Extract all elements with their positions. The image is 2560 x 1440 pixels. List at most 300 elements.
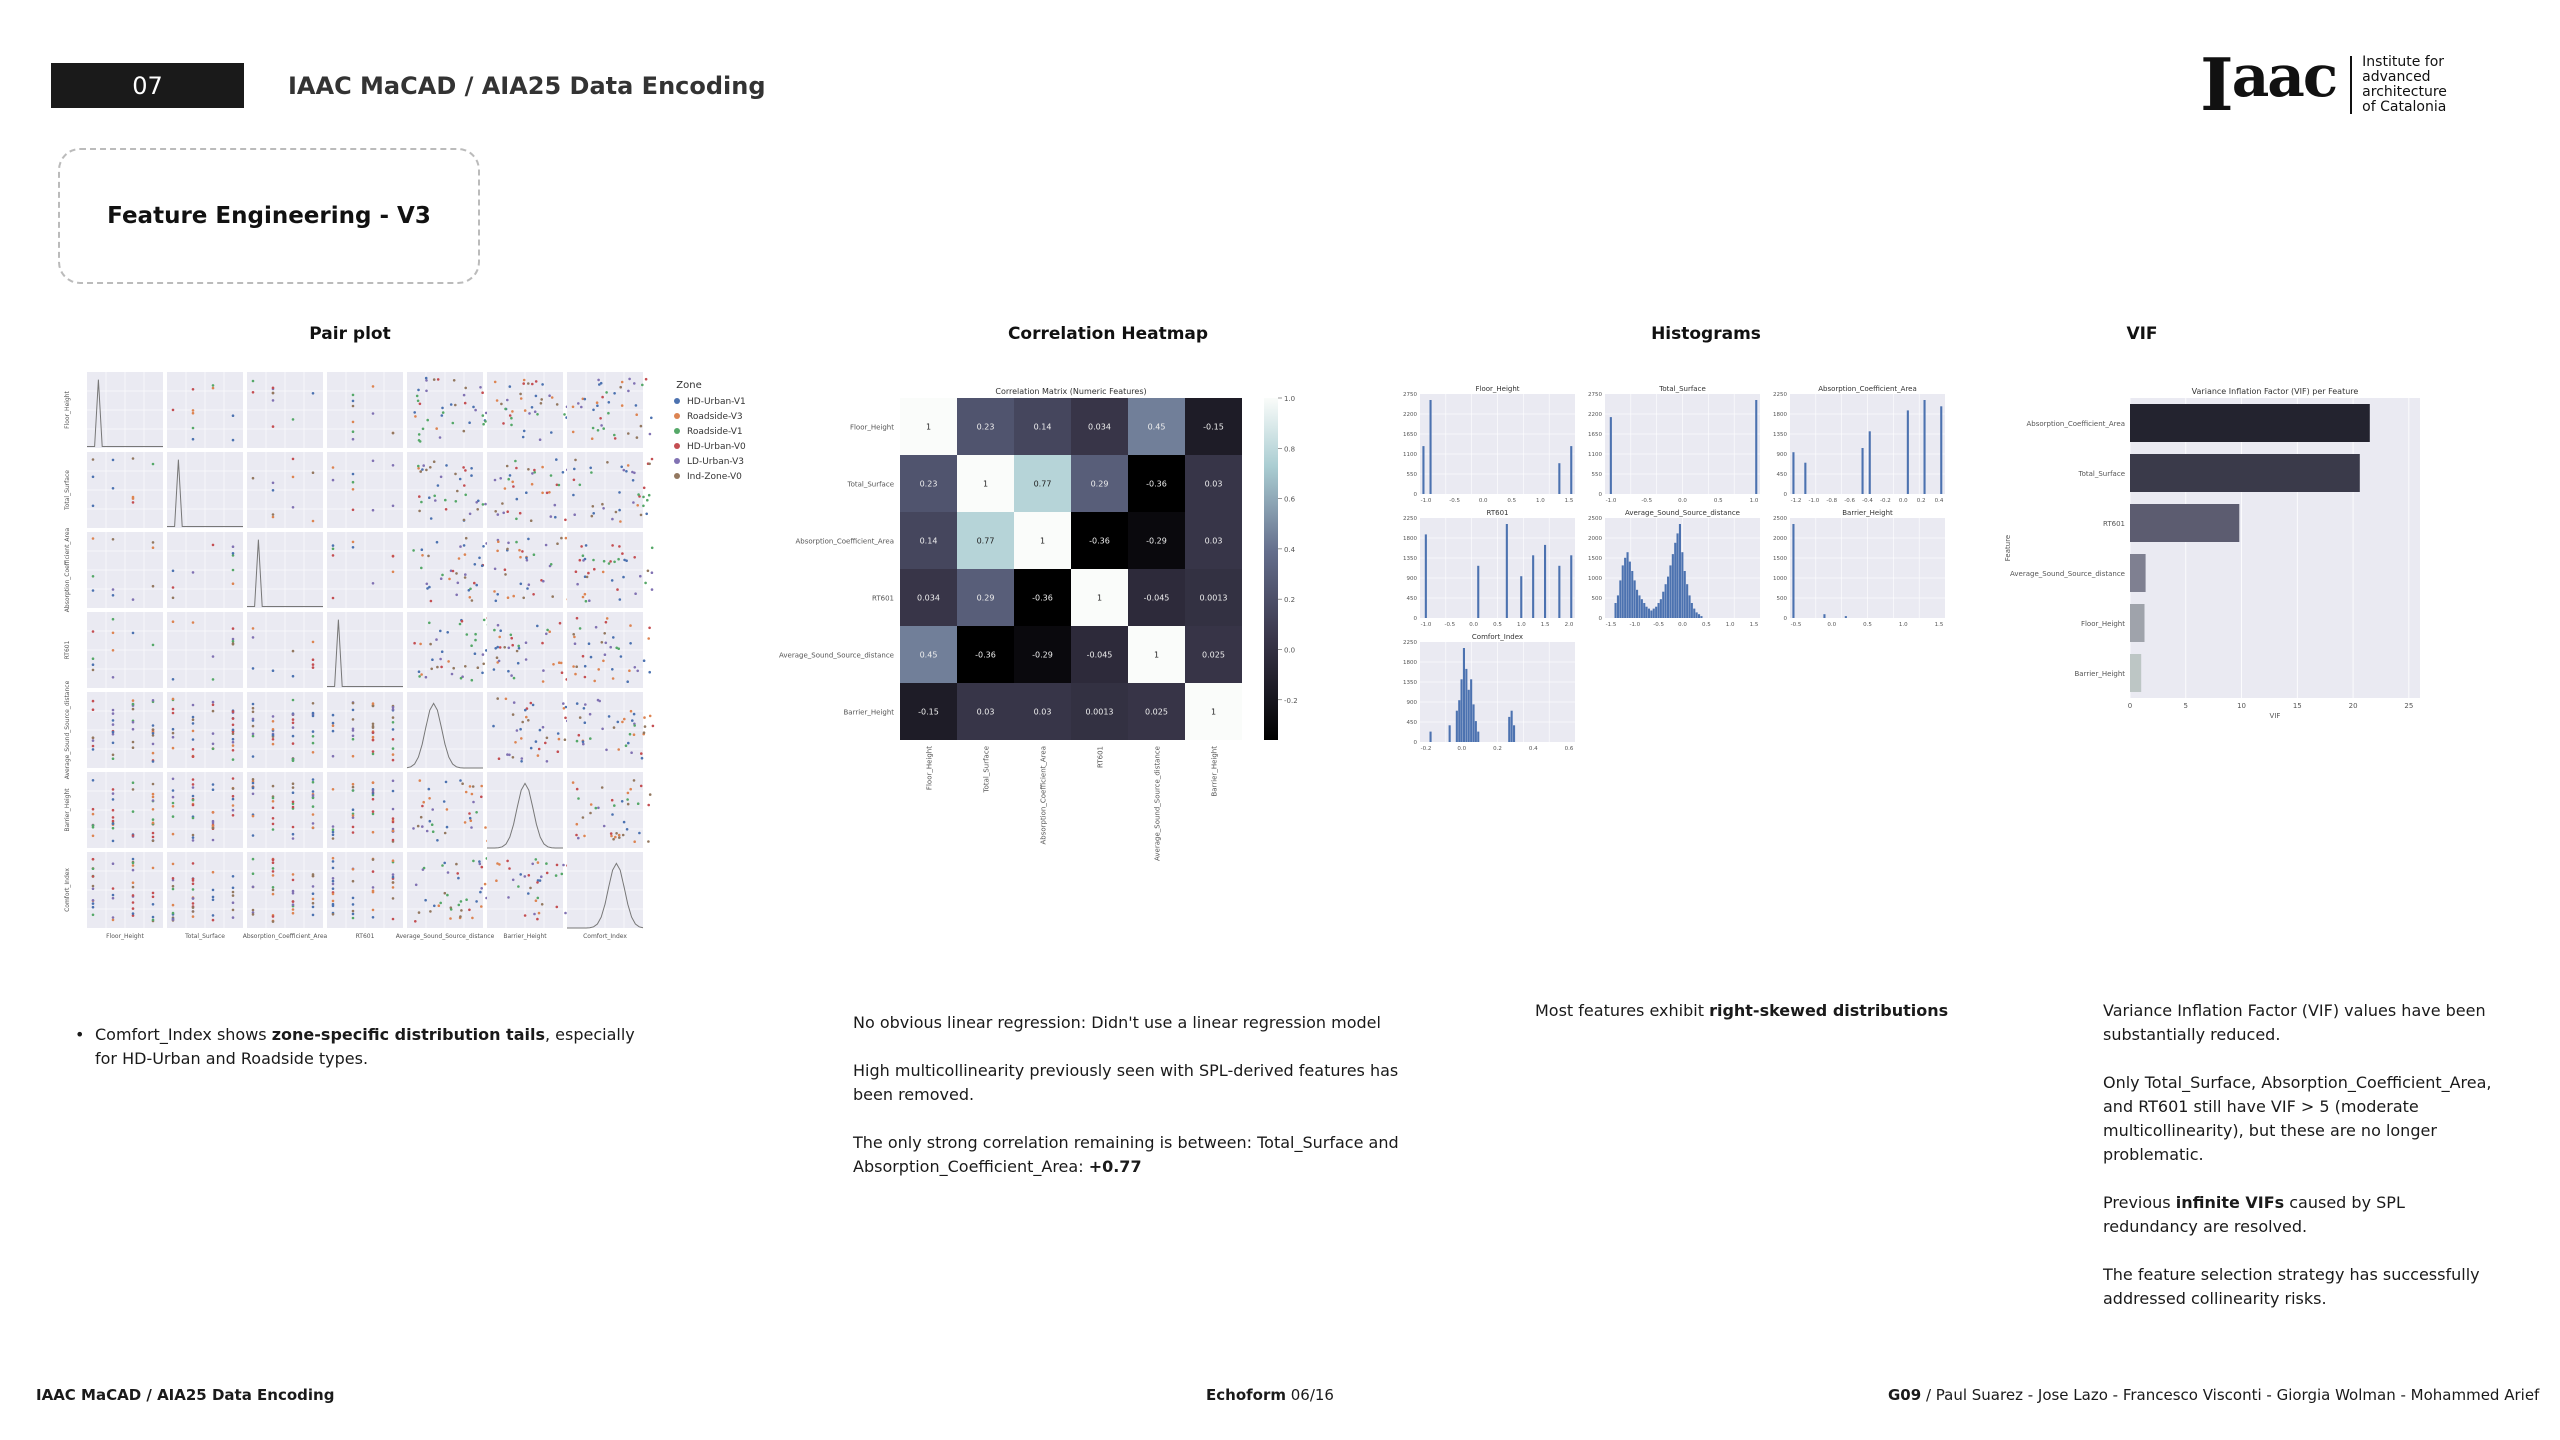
pairplot-point	[502, 512, 505, 515]
pairplot-point	[312, 392, 315, 395]
pairplot-point	[645, 378, 648, 381]
pairplot-point	[463, 430, 466, 433]
pairplot-cell	[487, 372, 573, 448]
histogram-xtick: 2.0	[1564, 622, 1574, 628]
histogram-bar	[1660, 599, 1662, 618]
pairplot-point	[464, 576, 467, 579]
pairplot-point	[172, 805, 175, 808]
pairplot-point	[252, 380, 255, 383]
pairplot-point	[472, 406, 475, 409]
histogram-ytick: 0	[1783, 492, 1787, 498]
pairplot-point	[112, 887, 115, 890]
pairplot-point	[573, 513, 576, 516]
pairplot-point	[440, 476, 443, 479]
heatmap-cell-label: 0.14	[919, 536, 938, 546]
histogram-xtick: 0.5	[1507, 498, 1517, 504]
vif-xtick: 15	[2292, 702, 2302, 710]
pairplot-point	[515, 518, 518, 521]
histogram-bar	[1610, 417, 1612, 494]
pairplot-point	[424, 899, 427, 902]
pairplot-point	[112, 719, 115, 722]
pairplot-point	[601, 396, 604, 399]
pairplot-point	[524, 875, 527, 878]
pairplot-point	[481, 564, 484, 567]
histogram-bar	[1430, 400, 1432, 494]
histogram-bar	[1674, 543, 1676, 618]
pairplot-point	[352, 541, 355, 544]
histogram-ytick: 900	[1406, 700, 1417, 706]
pairplot-point	[542, 680, 545, 683]
pairplot-point	[632, 501, 635, 504]
heatmap-cell-label: 0.03	[1033, 707, 1052, 717]
pairplot-point	[172, 796, 175, 799]
pairplot-point	[425, 676, 428, 679]
pairplot-point	[92, 657, 95, 660]
vif-bar	[2130, 454, 2360, 492]
histogram-title: Floor_Height	[1475, 385, 1520, 393]
pairplot-point	[152, 585, 155, 588]
pairplot-point	[172, 747, 175, 750]
pairplot-point	[621, 800, 624, 803]
vif-title: VIF	[2126, 324, 2158, 344]
pairplot-point	[546, 737, 549, 740]
pairplot-point	[392, 839, 395, 842]
pairplot-cell	[327, 692, 403, 768]
pairplot-point	[514, 741, 517, 744]
pairplot-point	[252, 886, 255, 889]
pairplot-point	[493, 668, 496, 671]
heatmap-cell-label: -0.045	[1143, 593, 1170, 603]
pairplot-legend-marker	[674, 398, 680, 404]
pairplot-point	[525, 491, 528, 494]
pairplot-point	[112, 731, 115, 734]
pairplot-point	[292, 791, 295, 794]
pairplot-point	[252, 787, 255, 790]
pairplot-point	[573, 468, 576, 471]
pairplot-point	[576, 740, 579, 743]
pairplot-point	[536, 881, 539, 884]
pairplot-point	[601, 641, 604, 644]
pairplot-point	[252, 718, 255, 721]
pairplot-cell	[167, 772, 243, 848]
histogram-bar	[1477, 566, 1479, 618]
pairplot-point	[172, 678, 175, 681]
heatmap-xlabel: Absorption_Coefficient_Area	[1039, 746, 1048, 845]
pairplot-point	[505, 698, 508, 701]
pairplot-point	[392, 747, 395, 750]
heatmap-chart	[770, 380, 1330, 880]
pairplot-point	[482, 653, 485, 656]
pairplot-point	[627, 464, 630, 467]
pairplot-point	[555, 458, 558, 461]
pairplot-point	[532, 704, 535, 707]
histogram-xtick: -0.5	[1641, 498, 1653, 504]
pairplot-point	[651, 547, 654, 550]
pairplot-point	[474, 633, 477, 636]
pairplot-point	[372, 870, 375, 873]
pairplot-point	[576, 583, 579, 586]
pairplot-point	[461, 782, 464, 785]
pairplot-point	[627, 390, 630, 393]
pairplot-point	[252, 815, 255, 818]
pairplot-point	[332, 724, 335, 727]
pairplot-point	[272, 807, 275, 810]
pairplot-point	[372, 705, 375, 708]
pairplot-point	[608, 715, 611, 718]
pairplot-point	[545, 544, 548, 547]
pairplot-point	[537, 754, 540, 757]
pairplot-point	[464, 387, 467, 390]
histogram-bar	[1662, 592, 1664, 618]
pairplot-point	[232, 741, 235, 744]
pairplot-point	[590, 656, 593, 659]
heatmap-cell-label: 0.23	[976, 422, 995, 432]
pairplot-point	[644, 725, 647, 728]
pairplot-point	[592, 427, 595, 430]
pairplot-legend-label: LD-Urban-V3	[687, 457, 745, 467]
pairplot-point	[483, 619, 486, 622]
histogram-xtick: 0.0	[1678, 622, 1687, 628]
pairplot-cell	[327, 452, 403, 528]
histogram-xtick: 0.5	[1713, 498, 1723, 504]
pairplot-point	[510, 417, 513, 420]
pairplot-point	[642, 505, 645, 508]
pairplot-point	[392, 716, 395, 719]
pairplot-point	[132, 501, 135, 504]
pairplot-point	[112, 840, 115, 843]
heatmap-cell-label: -0.29	[1146, 536, 1167, 546]
pairplot-point	[212, 871, 215, 874]
pairplot-point	[132, 699, 135, 702]
pairplot-point	[558, 484, 561, 487]
pairplot-point	[494, 510, 497, 513]
pairplot-point	[530, 747, 533, 750]
pairplot-point	[172, 778, 175, 781]
pairplot-point	[599, 417, 602, 420]
pairplot-point	[252, 782, 255, 785]
pairplot-point	[588, 642, 591, 645]
pairplot-point	[520, 737, 523, 740]
pairplot-point	[192, 738, 195, 741]
pairplot-chart	[55, 368, 775, 958]
pairplot-point	[455, 863, 458, 866]
histogram-title: Comfort_Index	[1471, 633, 1524, 641]
pairplot-point	[192, 836, 195, 839]
pairplot-point	[232, 643, 235, 646]
pairplot-point	[622, 576, 625, 579]
pairplot-point	[539, 879, 542, 882]
pairplot-point	[312, 826, 315, 829]
pairplot-cell	[487, 452, 570, 528]
pairplot-point	[425, 390, 428, 393]
pairplot-point	[459, 779, 462, 782]
pairplot-point	[112, 649, 115, 652]
heatmap-cell-label: -0.36	[1146, 479, 1167, 489]
pairplot-point	[460, 900, 463, 903]
pairplot-point	[515, 541, 518, 544]
pairplot-point	[629, 624, 632, 627]
pairplot-point	[602, 571, 605, 574]
histogram-bar	[1627, 552, 1629, 618]
histogram-bar	[1924, 400, 1926, 494]
pairplot-point	[589, 812, 592, 815]
heatmap-cell-label: 0.23	[919, 479, 938, 489]
pairplot-point	[626, 680, 629, 683]
pairplot-point	[584, 721, 587, 724]
pairplot-point	[482, 545, 485, 548]
header-title: IAAC MaCAD / AIA25 Data Encoding	[288, 72, 766, 100]
pairplot-point	[441, 407, 444, 410]
histogram-ytick: 0	[1413, 616, 1417, 622]
pairplot-point	[635, 404, 638, 407]
pairplot-point	[459, 915, 462, 918]
pairplot-point	[507, 670, 510, 673]
pairplot-point	[112, 676, 115, 679]
pairplot-point	[643, 659, 646, 662]
pairplot-point	[641, 757, 644, 760]
pairplot-point	[212, 743, 215, 746]
histogram-xtick: 1.0	[1725, 622, 1735, 628]
histogram-ytick: 2200	[1403, 412, 1417, 418]
pairplot-point	[551, 595, 554, 598]
vif-bar	[2130, 654, 2141, 692]
pairplot-cell	[567, 852, 643, 928]
pairplot-point	[92, 899, 95, 902]
pairplot-cell	[327, 852, 403, 928]
pairplot-point	[591, 437, 594, 440]
pairplot-point	[192, 412, 195, 415]
pairplot-point	[212, 387, 215, 390]
pairplot-point	[272, 915, 275, 918]
histogram-xtick: -1.0	[1808, 498, 1820, 504]
pairplot-point	[392, 790, 395, 793]
pairplot-point	[352, 831, 355, 834]
histograms-svg	[1390, 380, 1960, 760]
pairplot-point	[92, 745, 95, 748]
pairplot-point	[456, 490, 459, 493]
pairplot-point	[252, 733, 255, 736]
pairplot-point	[584, 593, 587, 596]
histogram-xtick: -1.2	[1790, 498, 1802, 504]
pairplot-point	[312, 790, 315, 793]
heatmap-note-2: High multicollinearity previously seen with SPL-derived features has been removed.	[853, 1061, 1399, 1104]
pairplot-point	[92, 885, 95, 888]
pairplot-point	[312, 914, 315, 917]
pairplot-point	[577, 797, 580, 800]
pairplot-point	[232, 901, 235, 904]
pairplot-point	[92, 736, 95, 739]
pairplot-point	[504, 568, 507, 571]
pairplot-point	[506, 399, 509, 402]
pairplot-point	[192, 897, 195, 900]
pairplot-cell	[247, 772, 323, 848]
histogram-bar	[1696, 612, 1698, 618]
pairplot-point	[332, 548, 335, 551]
histogram-bar	[1869, 431, 1871, 494]
histogram-ytick: 2250	[1773, 392, 1787, 398]
pairplot-point	[372, 725, 375, 728]
pairplot-point	[392, 817, 395, 820]
pairplot-point	[272, 743, 275, 746]
pairplot-point	[522, 382, 525, 385]
pairplot-point	[312, 471, 315, 474]
pairplot-point	[618, 545, 621, 548]
pairplot-point	[232, 891, 235, 894]
pairplot-point	[546, 872, 549, 875]
pairplot-point	[172, 732, 175, 735]
pairplot-point	[560, 662, 563, 665]
pairplot-point	[312, 520, 315, 523]
pairplot-point	[252, 793, 255, 796]
pairplot-notes	[75, 1023, 655, 1071]
pairplot-cell	[567, 692, 654, 768]
heatmap-cell-label: 0.034	[917, 593, 940, 603]
heatmap-colorbar-label: 0.4	[1284, 545, 1296, 554]
histogram-bar	[1792, 452, 1794, 494]
pairplot-point	[272, 785, 275, 788]
pairplot-point	[132, 632, 135, 635]
pairplot-point	[372, 739, 375, 742]
pairplot-point	[546, 629, 549, 632]
pairplot-point	[372, 412, 375, 415]
histogram-ytick: 1800	[1773, 412, 1787, 418]
pairplot-point	[434, 499, 437, 502]
pairplot-point	[272, 800, 275, 803]
pairplot-point	[352, 546, 355, 549]
histogram-bar	[1693, 609, 1695, 618]
pairplot-point	[192, 388, 195, 391]
pairplot-point	[622, 834, 625, 837]
pairplot-point	[172, 789, 175, 792]
pairplot-point	[192, 804, 195, 807]
pairplot-ylabel: Total_Surface	[64, 470, 71, 510]
pairplot-point	[508, 754, 511, 757]
pairplot-point	[372, 798, 375, 801]
pairplot-point	[611, 518, 614, 521]
pairplot-point	[575, 834, 578, 837]
pairplot-point	[563, 413, 566, 416]
pairplot-point	[647, 804, 650, 807]
pairplot-point	[112, 632, 115, 635]
pairplot-point	[645, 513, 648, 516]
pairplot-point	[212, 655, 215, 658]
pairplot-point	[635, 413, 638, 416]
pairplot-point	[621, 721, 624, 724]
pairplot-point	[480, 785, 483, 788]
pairplot-point	[628, 669, 631, 672]
pairplot-point	[192, 862, 195, 865]
pairplot-point	[512, 713, 515, 716]
pairplot-point	[437, 484, 440, 487]
pairplot-point	[582, 816, 585, 819]
pairplot-point	[589, 467, 592, 470]
heatmap-svg	[770, 380, 1330, 880]
pairplot-point	[232, 738, 235, 741]
histogram-bar	[1570, 555, 1572, 618]
pairplot-point	[192, 906, 195, 909]
pairplot-point	[132, 598, 135, 601]
pairplot-point	[531, 383, 534, 386]
pairplot-point	[473, 582, 476, 585]
pairplot-point	[252, 872, 255, 875]
pairplot-point	[132, 728, 135, 731]
histogram-bar	[1792, 524, 1794, 618]
pairplot-point	[613, 392, 616, 395]
pairplot-point	[618, 836, 621, 839]
pairplot-point	[292, 833, 295, 836]
pairplot-cell	[87, 772, 163, 848]
pairplot-point	[649, 433, 652, 436]
pairplot-point	[212, 701, 215, 704]
pairplot-point	[531, 483, 534, 486]
pairplot-point	[561, 873, 564, 876]
heatmap-colorbar-label: 0.8	[1284, 445, 1296, 454]
pairplot-point	[418, 439, 421, 442]
pairplot-point	[579, 559, 582, 562]
pairplot-point	[453, 379, 456, 382]
histogram-bar	[1658, 603, 1660, 618]
pairplot-point	[352, 394, 355, 397]
pairplot-point	[535, 740, 538, 743]
pairplot-point	[613, 561, 616, 564]
pairplot-legend-marker	[674, 428, 680, 434]
pairplot-point	[528, 874, 531, 877]
pairplot-point	[352, 709, 355, 712]
pairplot-point	[597, 668, 600, 671]
pairplot-point	[418, 670, 421, 673]
pairplot-note-bullet: • Comfort_Index shows zone-specific distribution tails, especially for HD-Urban and Roadside types.	[75, 1023, 655, 1071]
histogram-bar	[1473, 704, 1475, 742]
pairplot-point	[152, 822, 155, 825]
histogram-ytick: 1800	[1403, 536, 1417, 542]
pairplot-point	[525, 716, 528, 719]
pairplot-point	[484, 883, 487, 886]
pairplot-point	[152, 752, 155, 755]
pairplot-point	[292, 782, 295, 785]
logo-mark: Iaac	[2200, 42, 2337, 127]
pairplot-point	[152, 783, 155, 786]
pairplot-point	[172, 736, 175, 739]
pairplot-point	[292, 476, 295, 479]
histogram-xtick: -0.2	[1420, 746, 1432, 752]
pairplot-point	[609, 646, 612, 649]
pairplot-point	[352, 729, 355, 732]
pairplot-point	[465, 537, 468, 540]
pairplot-point	[524, 709, 527, 712]
histogram-bar	[1823, 614, 1825, 618]
pairplot-point	[352, 786, 355, 789]
pairplot-point	[439, 436, 442, 439]
histogram-bar	[1653, 609, 1655, 618]
pairplot-point	[232, 582, 235, 585]
pairplot-point	[92, 914, 95, 917]
pairplot-point	[192, 915, 195, 918]
pairplot-point	[232, 777, 235, 780]
pairplot-point	[412, 549, 415, 552]
pairplot-point	[495, 600, 498, 603]
pairplot-point	[535, 380, 538, 383]
pairplot-cell	[247, 372, 323, 448]
heatmap-cell-label: -0.15	[1203, 422, 1224, 432]
pairplot-point	[429, 820, 432, 823]
pairplot-point	[232, 875, 235, 878]
pairplot-cell	[167, 532, 243, 608]
pairplot-point	[422, 464, 425, 467]
pairplot-point	[464, 573, 467, 576]
pairplot-point	[625, 470, 628, 473]
heatmap-cell-label: 1	[925, 422, 932, 432]
pairplot-point	[252, 477, 255, 480]
